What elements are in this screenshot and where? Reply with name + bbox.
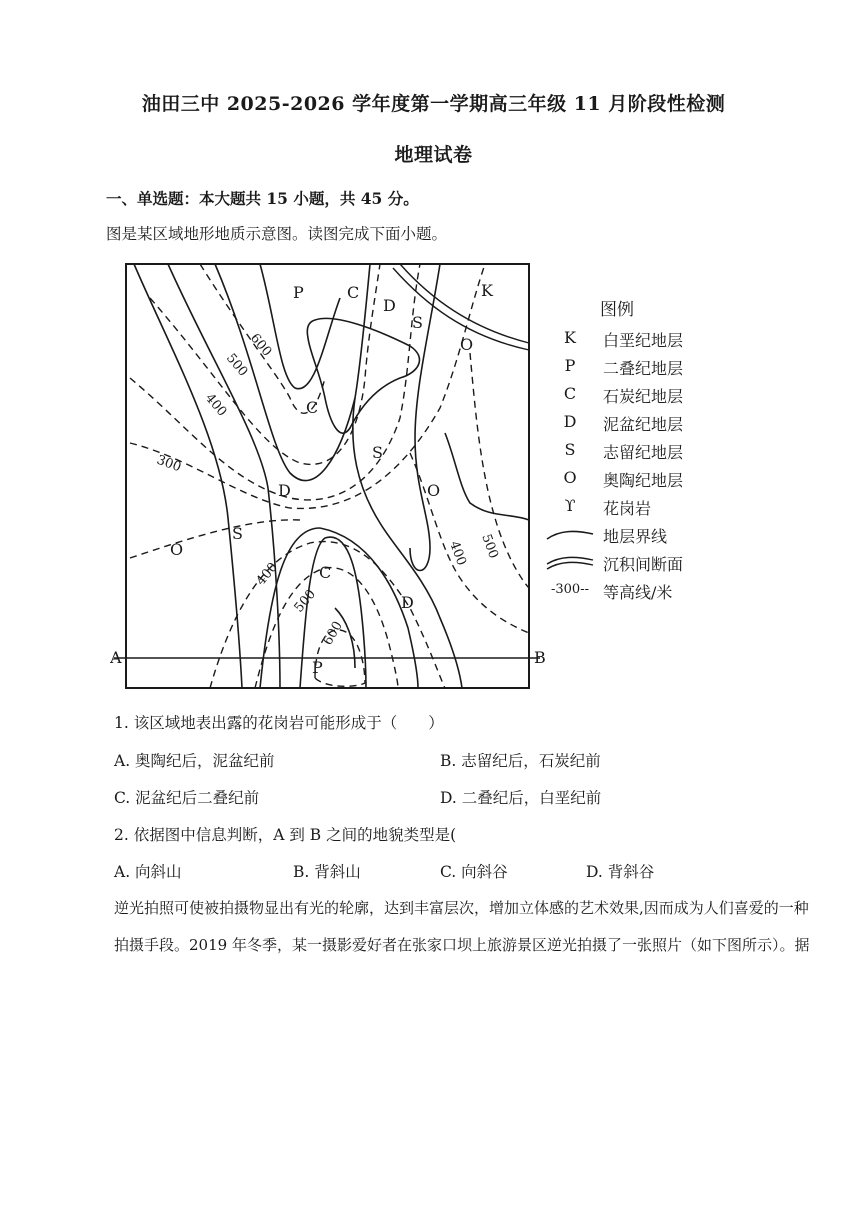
passage-line-2: 拍摄手段。2019 年冬季，某一摄影爱好者在张家口坝上旅游景区逆光拍摄了一张照片（如下图所示）。据 <box>114 936 810 954</box>
legend-item <box>545 328 755 354</box>
question-2-option-a[interactable]: A. 向斜山 <box>114 863 182 881</box>
exam-subtitle: 地理试卷 <box>394 144 473 166</box>
strata-label: D <box>278 481 291 500</box>
contour-label: 600 <box>320 618 346 648</box>
legend-item <box>545 412 755 438</box>
legend-item <box>545 384 755 410</box>
contour-label: 400 <box>201 390 230 420</box>
strata-label: C <box>306 398 319 417</box>
legend-symbol: P <box>564 356 576 375</box>
legend-item <box>545 440 755 466</box>
strata-label: P <box>312 658 323 677</box>
legend-label: 沉积间断面 <box>603 555 684 574</box>
question-1-stem: 1. 该区域地表出露的花岗岩可能形成于（ ） <box>114 714 444 732</box>
unconformity-icon <box>545 552 595 574</box>
contour-label: 500 <box>478 532 501 561</box>
strata-label: O <box>460 335 474 354</box>
legend-item <box>545 468 755 494</box>
strata-label: O <box>427 481 441 500</box>
legend-symbol: D <box>563 412 577 431</box>
strata-label: S <box>412 313 423 332</box>
strata-label: O <box>170 540 184 559</box>
legend-symbol: ϒ <box>564 496 576 515</box>
question-2-stem: 2. 依据图中信息判断，A 到 B 之间的地貌类型是( <box>114 826 457 844</box>
question-1-option-d[interactable]: D. 二叠纪后，白垩纪前 <box>440 789 602 807</box>
contour-line <box>410 453 529 633</box>
question-1-option-c[interactable]: C. 泥盆纪后二叠纪前 <box>114 789 260 807</box>
legend-item <box>545 524 755 550</box>
legend-label: 泥盆纪地层 <box>603 415 684 434</box>
strata-label: C <box>347 283 360 302</box>
contour-line <box>150 264 380 464</box>
strata-label: C <box>319 563 332 582</box>
legend-symbol: C <box>563 384 577 403</box>
contour-label: 400 <box>446 539 469 568</box>
question-1-option-a[interactable]: A. 奥陶纪后，泥盆纪前 <box>114 752 275 770</box>
legend-label: 二叠纪地层 <box>603 359 684 378</box>
endpoint-b: B <box>534 648 546 667</box>
legend-label: 白垩纪地层 <box>603 331 684 350</box>
strata-label: K <box>481 281 493 300</box>
contour-label: 300 <box>154 452 184 476</box>
question-1-option-b[interactable]: B. 志留纪后，石炭纪前 <box>440 752 601 770</box>
contour-symbol: -300-- <box>551 582 589 597</box>
strata-boundary <box>300 537 366 688</box>
question-2-option-c[interactable]: C. 向斜谷 <box>440 863 508 881</box>
section-heading: 一、单选题：本大题共 15 小题，共 45 分。 <box>106 189 419 208</box>
strata-label: D <box>383 296 396 315</box>
strata-label: S <box>372 443 383 462</box>
contour-label: 500 <box>291 586 320 616</box>
legend-label: 石炭纪地层 <box>603 387 684 406</box>
strata-boundary <box>168 264 280 688</box>
geology-map <box>110 258 550 698</box>
legend-label: 花岗岩 <box>603 499 652 518</box>
contour-label: 600 <box>246 330 275 360</box>
legend-label: 奥陶纪地层 <box>603 471 684 490</box>
legend-item <box>545 552 755 578</box>
strata-boundary <box>445 433 529 520</box>
legend-item <box>545 356 755 382</box>
legend-symbol: S <box>564 440 576 459</box>
section-intro: 图是某区域地形地质示意图。读图完成下面小题。 <box>106 225 448 243</box>
legend-symbol: K <box>564 328 576 347</box>
strata-label: P <box>293 283 304 302</box>
legend-item <box>545 580 755 606</box>
legend-title: 图例 <box>600 300 634 320</box>
contour-line <box>130 264 485 508</box>
map-frame <box>126 264 529 688</box>
contour-label: 500 <box>222 350 251 380</box>
legend-label: 志留纪地层 <box>603 443 684 462</box>
contour-label: 400 <box>253 559 282 589</box>
endpoint-a: A <box>110 648 122 667</box>
legend-item <box>545 496 755 522</box>
strata-boundary <box>134 264 242 688</box>
passage-line-1: 逆光拍照可使被拍摄物显出有光的轮廓，达到丰富层次，增加立体感的艺术效果,因而成为人们喜爱的一种 <box>114 899 809 917</box>
question-2-option-b[interactable]: B. 背斜山 <box>293 863 361 881</box>
legend-label: 等高线/米 <box>603 583 673 602</box>
strata-label: S <box>232 524 243 543</box>
legend-symbol: O <box>563 468 577 487</box>
strata-label: D <box>401 593 414 612</box>
question-2-option-d[interactable]: D. 背斜谷 <box>586 863 655 881</box>
exam-title: 油田三中 2025-2026 学年度第一学期高三年级 11 月阶段性检测 <box>141 93 726 115</box>
boundary-line-icon <box>545 524 595 546</box>
legend-label: 地层界线 <box>603 527 668 546</box>
